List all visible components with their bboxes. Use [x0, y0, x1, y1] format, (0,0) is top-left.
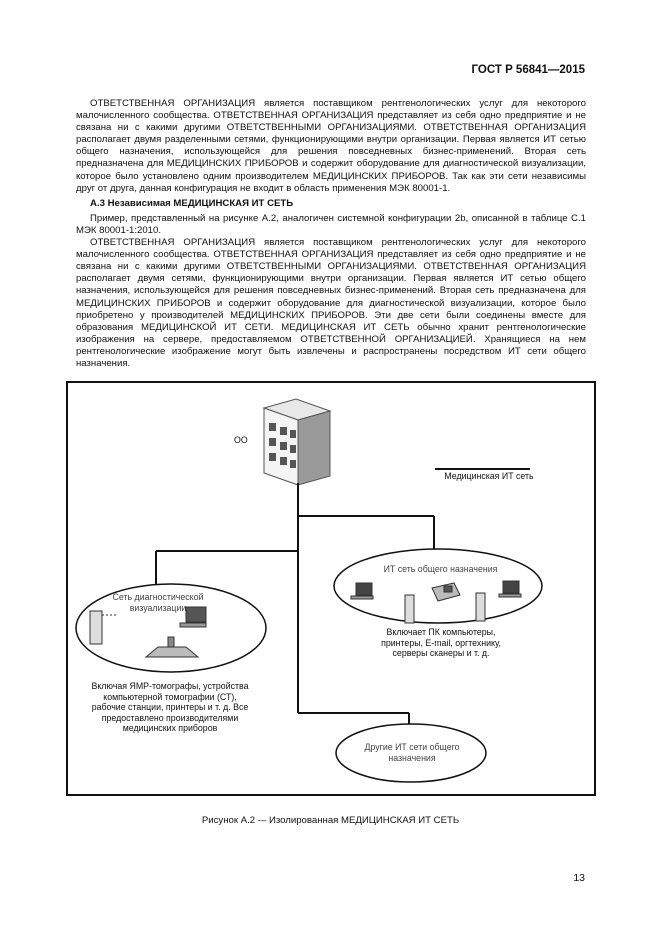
network-diagram — [66, 381, 596, 796]
diag-network-description: Включая ЯМР-томографы, устройства компьютерной томографии (СТ), рабочие станции, принтеры и т. д. Все предоставлено производителями медицинских приборов — [91, 681, 249, 734]
paragraph-3: ОТВЕТСТВЕННАЯ ОРГАНИЗАЦИЯ является поставщиком рентгенологических услуг для некоторого малочисленного сообщества. ОТВЕТСТВЕННАЯ ОРГАНИЗАЦИЯ представляет из себя одно предприятие и не связана ни с какими другими ОТВЕТСТВЕННЫМИ ОРГАНИЗАЦИЯМИ. ОТВЕТСТВЕННАЯ ОРГАНИЗАЦИЯ располагает двумя сетями, функционирующими внутри организации. Первая является ИТ сетью общего назначения, использующейся для решения повседневных бизнес-применений. Вторая сеть предназначена для МЕДИЦИНСКИХ ПРИБОРОВ и содержит оборудование для диагностической визуализации, которое было приобретено у производителей МЕДИЦИНСКИХ ПРИБОРОВ. Эти две сети были соединены вместе для образования МЕДИЦИНСКОЙ ИТ СЕТИ. МЕДИЦИНСКАЯ ИТ СЕТЬ обычно хранит рентгенологические изображения на сервере, предоставляемом ОТВЕТСТВЕННОЙ ОРГАНИЗАЦИЕЙ. Хранящиеся на нем рентгенологические изображение могут быть извлечены и распространены посредством ИТ сети общего назначения. — [76, 237, 586, 369]
general-network-label: ИТ сеть общего назначения — [383, 564, 498, 574]
general-network-description: Включает ПК компьютеры, принтеры, E-mail, оргтехнику, серверы сканеры и т. д. — [381, 627, 501, 659]
section-title: А.3 Независимая МЕДИЦИНСКАЯ ИТ СЕТЬ — [90, 197, 294, 209]
paragraph-1: ОТВЕТСТВЕННАЯ ОРГАНИЗАЦИЯ является поставщиком рентгенологических услуг для некоторого малочисленного сообщества. ОТВЕТСТВЕННАЯ ОРГАНИЗАЦИЯ представляет из себя одно предприятие и не связана ни с какими другими ОТВЕТСТВЕННЫМИ ОРГАНИЗАЦИЯМИ. ОТВЕТСТВЕННАЯ ОРГАНИЗАЦИЯ располагает двумя разделенными сетями, функционирующими внутри организации. Первая является ИТ сетью общего назначения, использующейся для решения повседневных бизнес-применений. Вторая сеть предназначена для МЕДИЦИНСКИХ ПРИБОРОВ и содержит оборудование для диагностической визуализации, которое было установлено одним производителем МЕДИЦИНСКИХ ПРИБОРОВ. Так как эти сети независимы друг от друга, данная конфигурация не входит в область применения МЭК 80001-1. — [76, 98, 586, 194]
legend-label: Медицинская ИТ сеть — [444, 471, 534, 481]
paragraph-2: Пример, представленный на рисунке А.2, аналогичен системной конфигурации 2b, описанной в таблице С.1 МЭК 80001-1:2010. — [76, 212, 586, 236]
diag-network-label: Сеть диагностической визуализации — [112, 592, 204, 613]
figure-caption: Рисунок А.2 -– Изолированная МЕДИЦИНСКАЯ ИТ СЕТЬ — [201, 815, 460, 826]
other-networks-label: Другие ИТ сети общего назначения — [364, 742, 460, 763]
page-number: 13 — [573, 872, 585, 884]
body-text — [76, 98, 586, 370]
building-icon — [264, 399, 330, 485]
document-id: ГОСТ Р 56841—2015 — [471, 64, 585, 76]
org-label: ОО — [234, 435, 248, 445]
